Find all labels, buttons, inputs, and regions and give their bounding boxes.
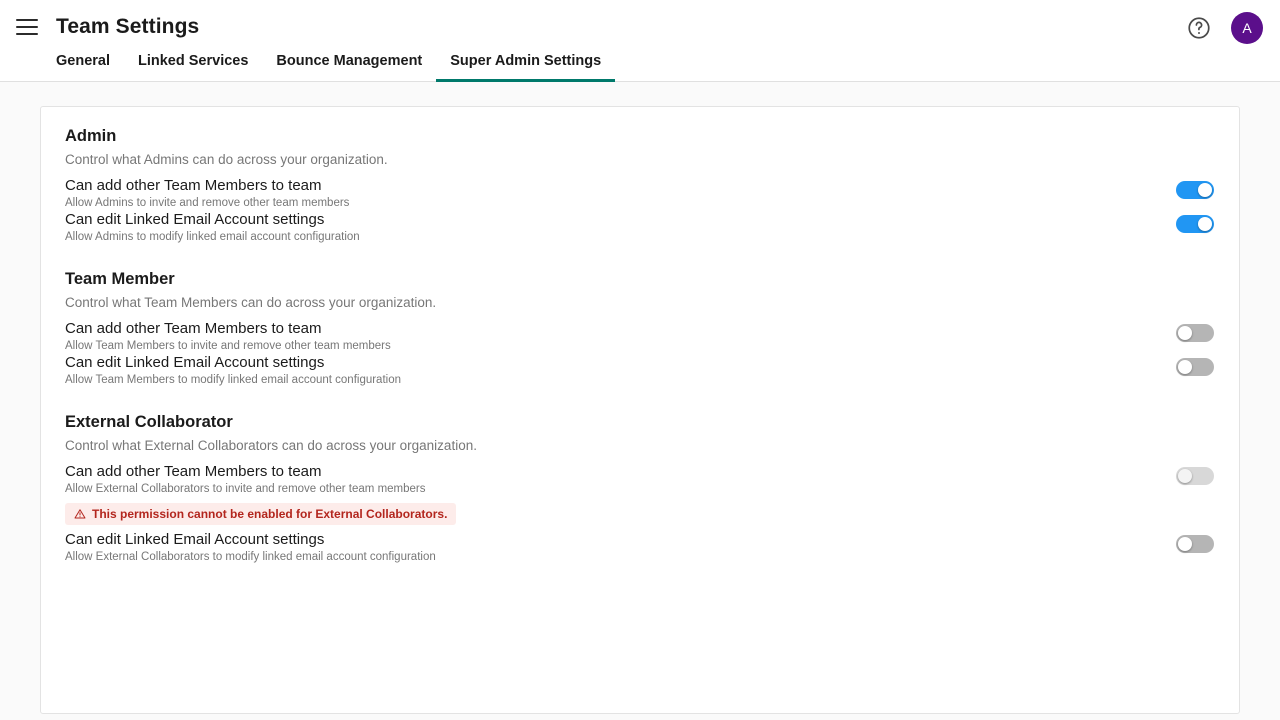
tab-linked-services[interactable]: Linked Services — [138, 53, 249, 69]
permission-description: Allow External Collaborators to modify linked email account configuration — [65, 551, 436, 563]
permission-row — [65, 320, 1215, 354]
hamburger-menu-icon[interactable] — [16, 14, 42, 40]
permission-warning — [65, 503, 456, 525]
permission-row — [65, 531, 1215, 565]
tab-general[interactable]: General — [56, 53, 110, 69]
toggle-knob — [1198, 217, 1212, 231]
permission-toggle-member-edit-linked-email[interactable] — [1176, 358, 1214, 376]
permission-label: Can add other Team Members to team — [65, 320, 322, 337]
hamburger-bar — [16, 26, 38, 28]
permission-toggle-external-add-members — [1176, 467, 1214, 485]
section-external-collaborator — [65, 413, 1215, 565]
section-title: External Collaborator — [65, 413, 233, 431]
permission-label: Can edit Linked Email Account settings — [65, 354, 325, 371]
toggle-knob — [1178, 469, 1192, 483]
permission-label: Can edit Linked Email Account settings — [65, 531, 325, 548]
permission-row — [65, 211, 1215, 245]
section-description: Control what Admins can do across your organization. — [65, 152, 388, 167]
warning-text: This permission cannot be enabled for External Collaborators. — [92, 507, 448, 521]
section-title: Team Member — [65, 270, 175, 288]
tab-super-admin-settings[interactable]: Super Admin Settings — [436, 53, 615, 81]
permission-row — [65, 463, 1215, 525]
permission-description: Allow Admins to invite and remove other team members — [65, 197, 350, 209]
tab-bounce-management[interactable]: Bounce Management — [276, 53, 423, 69]
toggle-knob — [1178, 360, 1192, 374]
permission-row — [65, 177, 1215, 211]
section-description: Control what Team Members can do across your organization. — [65, 295, 437, 310]
permission-label: Can add other Team Members to team — [65, 177, 322, 194]
permission-description: Allow Admins to modify linked email account configuration — [65, 231, 360, 243]
permission-toggle-member-add-members[interactable] — [1176, 324, 1214, 342]
toggle-knob — [1198, 183, 1212, 197]
permission-toggle-external-edit-linked-email[interactable] — [1176, 535, 1214, 553]
toggle-knob — [1178, 326, 1192, 340]
avatar[interactable]: A — [1231, 12, 1263, 44]
page-title: Team Settings — [56, 15, 200, 38]
section-team-member — [65, 270, 1215, 388]
permission-toggle-admin-add-members[interactable] — [1176, 181, 1214, 199]
help-circle-icon[interactable] — [1186, 15, 1212, 41]
permission-row — [65, 354, 1215, 388]
toggle-knob — [1178, 537, 1192, 551]
section-title: Admin — [65, 127, 117, 145]
permission-toggle-admin-edit-linked-email[interactable] — [1176, 215, 1214, 233]
section-description: Control what External Collaborators can do across your organization. — [65, 438, 477, 453]
permission-description: Allow Team Members to modify linked email account configuration — [65, 374, 401, 386]
warning-triangle-icon — [74, 508, 86, 520]
settings-card — [40, 106, 1240, 714]
hamburger-bar — [16, 19, 38, 21]
section-admin — [65, 127, 1215, 245]
permission-description: Allow Team Members to invite and remove other team members — [65, 340, 391, 352]
permission-label: Can add other Team Members to team — [65, 463, 322, 480]
permission-description: Allow External Collaborators to invite and remove other team members — [65, 483, 426, 495]
settings-tabs — [56, 53, 615, 81]
app-header — [0, 0, 1280, 82]
permission-label: Can edit Linked Email Account settings — [65, 211, 325, 228]
hamburger-bar — [16, 33, 38, 35]
